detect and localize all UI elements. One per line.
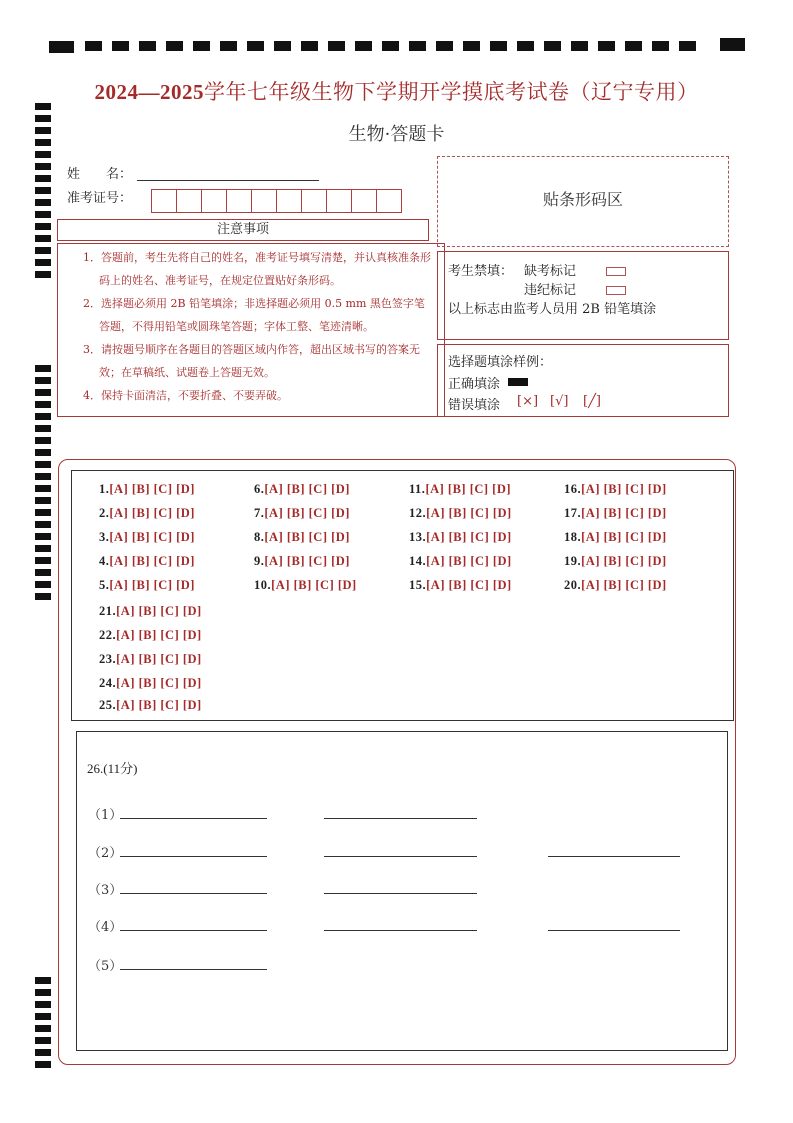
answer-line[interactable] (120, 930, 267, 931)
notice-item: 4．保持卡面清洁，不要折叠、不要弄破。 (83, 389, 288, 402)
answer-line[interactable] (324, 893, 477, 894)
id-digit-box[interactable] (202, 190, 227, 212)
choice-row[interactable]: 9.[A] [B] [C] [D] (254, 554, 350, 568)
correct-fill-label: 正确填涂 (448, 377, 501, 392)
id-digit-box[interactable] (152, 190, 177, 212)
choice-row[interactable]: 2.[A] [B] [C] [D] (99, 506, 195, 520)
choice-row[interactable]: 24.[A] [B] [C] [D] (99, 676, 202, 690)
absent-mark-box[interactable] (606, 267, 626, 276)
notice-heading: 注意事项 (216, 222, 269, 237)
proctor-label: 考生禁填： (448, 264, 514, 279)
answer-line[interactable] (548, 930, 680, 931)
wrong-fill-mark: [╱] (583, 394, 601, 409)
absent-mark-row (524, 260, 626, 279)
choice-row[interactable]: 10.[A] [B] [C] [D] (254, 578, 357, 592)
notice-box (57, 243, 445, 417)
violation-mark-box[interactable] (606, 286, 626, 295)
proctor-box (437, 251, 729, 340)
choice-row[interactable]: 7.[A] [B] [C] [D] (254, 506, 350, 520)
id-digit-box[interactable] (327, 190, 352, 212)
name-label: 姓 名： (67, 167, 133, 182)
choice-row[interactable]: 19.[A] [B] [C] [D] (564, 554, 667, 568)
choice-row[interactable]: 22.[A] [B] [C] [D] (99, 628, 202, 642)
q26-part-label: （2） (88, 846, 123, 861)
id-digit-box[interactable] (227, 190, 252, 212)
choice-row[interactable]: 13.[A] [B] [C] [D] (409, 530, 512, 544)
name-field[interactable] (137, 163, 319, 181)
choice-row[interactable]: 4.[A] [B] [C] [D] (99, 554, 195, 568)
exam-id-boxes[interactable] (151, 189, 402, 213)
choice-row[interactable]: 14.[A] [B] [C] [D] (409, 554, 512, 568)
page-title: 2024—2025学年七年级生物下学期开学摸底考试卷（辽宁专用） (94, 80, 699, 104)
choice-row[interactable]: 21.[A] [B] [C] [D] (99, 604, 202, 618)
barcode-area (437, 156, 729, 247)
q26-part-label: （1） (88, 808, 123, 823)
exam-id-label: 准考证号： (67, 191, 133, 206)
id-digit-box[interactable] (352, 190, 377, 212)
violation-mark-label: 违纪标记 (524, 283, 577, 298)
choice-row[interactable]: 25.[A] [B] [C] [D] (99, 698, 202, 712)
q26-part-label: （3） (88, 883, 123, 898)
barcode-label: 贴条形码区 (542, 190, 623, 209)
choice-row[interactable]: 1.[A] [B] [C] [D] (99, 482, 195, 496)
violation-mark-row (524, 279, 626, 298)
fill-example-box (437, 344, 729, 417)
wrong-fill-mark: [×] (517, 394, 539, 409)
choice-row[interactable]: 15.[A] [B] [C] [D] (409, 578, 512, 592)
notice-item: 3．请按题号顺序在各题目的答题区域内作答，超出区域书写的答案无效；在草稿纸、试题卷上答题无效。 (83, 343, 420, 379)
choice-row[interactable]: 11.[A] [B] [C] [D] (409, 482, 512, 496)
left-timing-marks (0, 0, 60, 1123)
choice-row[interactable]: 20.[A] [B] [C] [D] (564, 578, 667, 592)
id-digit-box[interactable] (277, 190, 302, 212)
answer-line[interactable] (120, 818, 267, 819)
answer-line[interactable] (324, 818, 477, 819)
answer-line[interactable] (120, 856, 267, 857)
page-subtitle: 生物·答题卡 (348, 124, 445, 145)
answer-line[interactable] (324, 856, 477, 857)
answer-line[interactable] (324, 930, 477, 931)
fill-example-title: 选择题填涂样例： (448, 355, 553, 370)
notice-item: 1．答题前，考生先将自己的姓名，准考证号填写清楚，并认真核准条形码上的姓名、准考证号，在规定位置贴好条形码。 (83, 251, 431, 287)
choice-row[interactable]: 23.[A] [B] [C] [D] (99, 652, 202, 666)
notice-item: 2．选择题必须用 2B 铅笔填涂；非选择题必须用 0.5 mm 黑色签字笔答题，不得用铅笔或圆珠笔答题；字体工整、笔迹清晰。 (83, 297, 425, 333)
id-digit-box[interactable] (302, 190, 327, 212)
correct-fill-sample (508, 378, 528, 386)
choice-row[interactable]: 5.[A] [B] [C] [D] (99, 578, 195, 592)
choice-row[interactable]: 8.[A] [B] [C] [D] (254, 530, 350, 544)
choice-row[interactable]: 17.[A] [B] [C] [D] (564, 506, 667, 520)
answer-line[interactable] (120, 893, 267, 894)
choice-row[interactable]: 3.[A] [B] [C] [D] (99, 530, 195, 544)
q26-part-label: （5） (88, 959, 123, 974)
id-digit-box[interactable] (177, 190, 202, 212)
choice-row[interactable]: 16.[A] [B] [C] [D] (564, 482, 667, 496)
q26-box (76, 731, 728, 1051)
q26-part-label: （4） (88, 920, 123, 935)
wrong-fill-mark: [√] (550, 394, 569, 409)
choice-row[interactable]: 18.[A] [B] [C] [D] (564, 530, 667, 544)
notice-header (57, 219, 429, 241)
absent-mark-label: 缺考标记 (524, 264, 577, 279)
top-timing-marks (0, 0, 793, 60)
wrong-fill-label: 错误填涂 (448, 398, 501, 413)
answer-line[interactable] (548, 856, 680, 857)
id-digit-box[interactable] (252, 190, 277, 212)
choice-row[interactable]: 12.[A] [B] [C] [D] (409, 506, 512, 520)
id-digit-box[interactable] (377, 190, 402, 212)
proctor-note: 以上标志由监考人员用 2B 铅笔填涂 (448, 302, 657, 317)
answer-line[interactable] (120, 969, 267, 970)
q26-heading: 26.(11分) (87, 761, 138, 776)
choice-row[interactable]: 6.[A] [B] [C] [D] (254, 482, 350, 496)
